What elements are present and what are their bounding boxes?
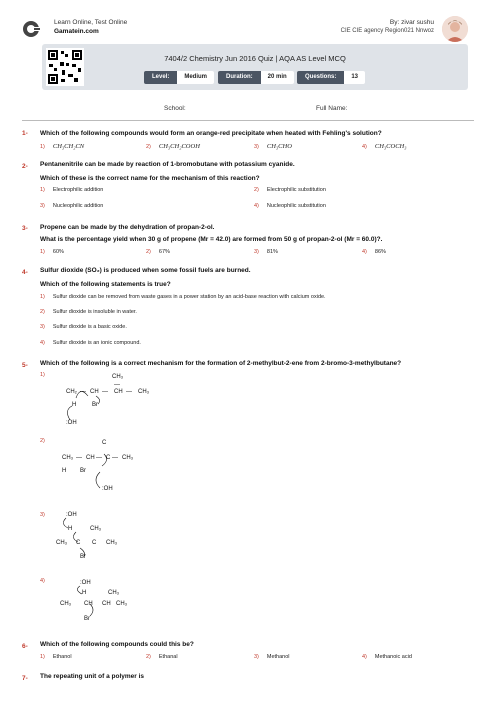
question-number: 2- (22, 163, 28, 170)
questions-label: Questions: (297, 71, 344, 84)
answer-option[interactable]: 4) CH₃COCH₃ (362, 143, 407, 150)
site-tagline: Learn Online, Test Online (54, 19, 128, 26)
answer-option[interactable]: 1) Electrophilic addition (40, 187, 104, 193)
answer-option[interactable]: 3) Sulfur dioxide is a basic oxide. (40, 324, 127, 330)
question-text: The repeating unit of a polymer is (40, 673, 145, 680)
answer-option[interactable]: 3) Methanol (254, 654, 290, 660)
questions-pill (297, 71, 365, 84)
question-text: Which of the following compounds would form an orange-red precipitate when heated with Fehling's solution? (40, 130, 382, 137)
question-subtext: Which of these is the correct name for the mechanism of this reaction? (40, 175, 260, 182)
question-text: Sulfur dioxide (SO₂) is produced when some fossil fuels are burned. (40, 267, 251, 274)
answer-option[interactable]: 4) 86% (362, 249, 386, 255)
author-agency: CIE CIE agency Region021 Nnwoz (340, 28, 434, 34)
answer-option[interactable]: 2) Ethanal (146, 654, 178, 660)
question-number: 4- (22, 269, 28, 276)
question-number: 1- (22, 130, 28, 137)
question-subtext: Which of the following statements is true? (40, 281, 171, 288)
mechanism-diagram-1: CH₃ — CH₂ — CH — CH — CH₃ H Br :OH (66, 374, 186, 430)
gamatein-logo-icon (22, 19, 42, 39)
question-text: Propene can be made by the dehydration of propan-2-ol. (40, 224, 215, 231)
duration-pill (218, 71, 294, 84)
quiz-title: 7404/2 Chemistry Jun 2016 Quiz | AQA AS Level MCQ (164, 54, 346, 63)
quiz-banner (42, 44, 468, 90)
curly-arrow-icon (56, 512, 116, 568)
level-pill (144, 71, 214, 84)
answer-option[interactable]: 2) Electrophilic substitution (254, 187, 326, 193)
curly-arrow-icon (60, 580, 120, 636)
answer-option[interactable]: 2) CH₃CH₂COOH (146, 143, 200, 150)
answer-option[interactable]: 4) (40, 578, 45, 584)
question-text: Pentanenitrile can be made by reaction of 1-bromobutane with potassium cyanide. (40, 161, 295, 168)
question-subtext: What is the percentage yield when 30 g of propene (Mr = 42.0) are formed from 50 g of propan-2-ol (Mr = 60.0)?. (40, 236, 383, 243)
answer-option[interactable]: 1) CH₃CH₂CN (40, 143, 85, 150)
full-name-label: Full Name: (316, 105, 348, 112)
answer-option[interactable]: 2) 67% (146, 249, 170, 255)
question-number: 3- (22, 225, 28, 232)
answer-option[interactable]: 3) Nucleophilic addition (40, 203, 104, 209)
level-value: Medium (177, 71, 214, 84)
answer-option[interactable]: 2) (40, 438, 45, 444)
site-link[interactable]: Gamatein.com (54, 28, 99, 35)
mechanism-diagram-4: :OH H CH₃ CH₃ CH CH CH₃ Br (60, 580, 180, 636)
avatar (442, 16, 468, 42)
answer-option[interactable]: 1) Sulfur dioxide can be removed from waste gases in a power station by an acid-base reaction with calcium oxide. (40, 294, 326, 300)
answer-option[interactable]: 4) Methanoic acid (362, 654, 412, 660)
page-header (22, 16, 474, 46)
curly-arrow-icon (66, 374, 126, 430)
author-name: By: zivar sushu (389, 19, 434, 26)
mechanism-diagram-3: :OH H CH₃ CH₃ C C CH₃ Br (56, 512, 176, 568)
question-text: Which of the following compounds could this be? (40, 641, 194, 648)
answer-option[interactable]: 3) (40, 512, 45, 518)
duration-value: 20 min (261, 71, 294, 84)
answer-option[interactable]: 1) (40, 372, 45, 378)
answer-option[interactable]: 2) Sulfur dioxide is insoluble in water. (40, 309, 137, 315)
answer-option[interactable]: 3) 81% (254, 249, 278, 255)
answer-option[interactable]: 4) Nucleophilic substitution (254, 203, 326, 209)
curly-arrow-icon (62, 440, 122, 496)
mechanism-diagram-2: C CH₃ — CH — C — CH₃ H Br :OH (62, 440, 182, 496)
question-number: 7- (22, 675, 28, 682)
answer-option[interactable]: 1) Ethanol (40, 654, 72, 660)
question-text: Which of the following is a correct mechanism for the formation of 2-methylbut-2-ene from 2-bromo-3-methylbutane? (40, 360, 402, 367)
question-number: 6- (22, 643, 28, 650)
divider (22, 120, 474, 121)
answer-option[interactable]: 4) Sulfur dioxide is an ionic compound. (40, 340, 141, 346)
question-number: 5- (22, 362, 28, 369)
answer-option[interactable]: 1) 60% (40, 249, 64, 255)
level-label: Level: (144, 71, 177, 84)
school-label: School: (164, 105, 186, 112)
questions-value: 13 (344, 71, 365, 84)
duration-label: Duration: (218, 71, 261, 84)
answer-option[interactable]: 3) CH₃CHO (254, 143, 292, 150)
